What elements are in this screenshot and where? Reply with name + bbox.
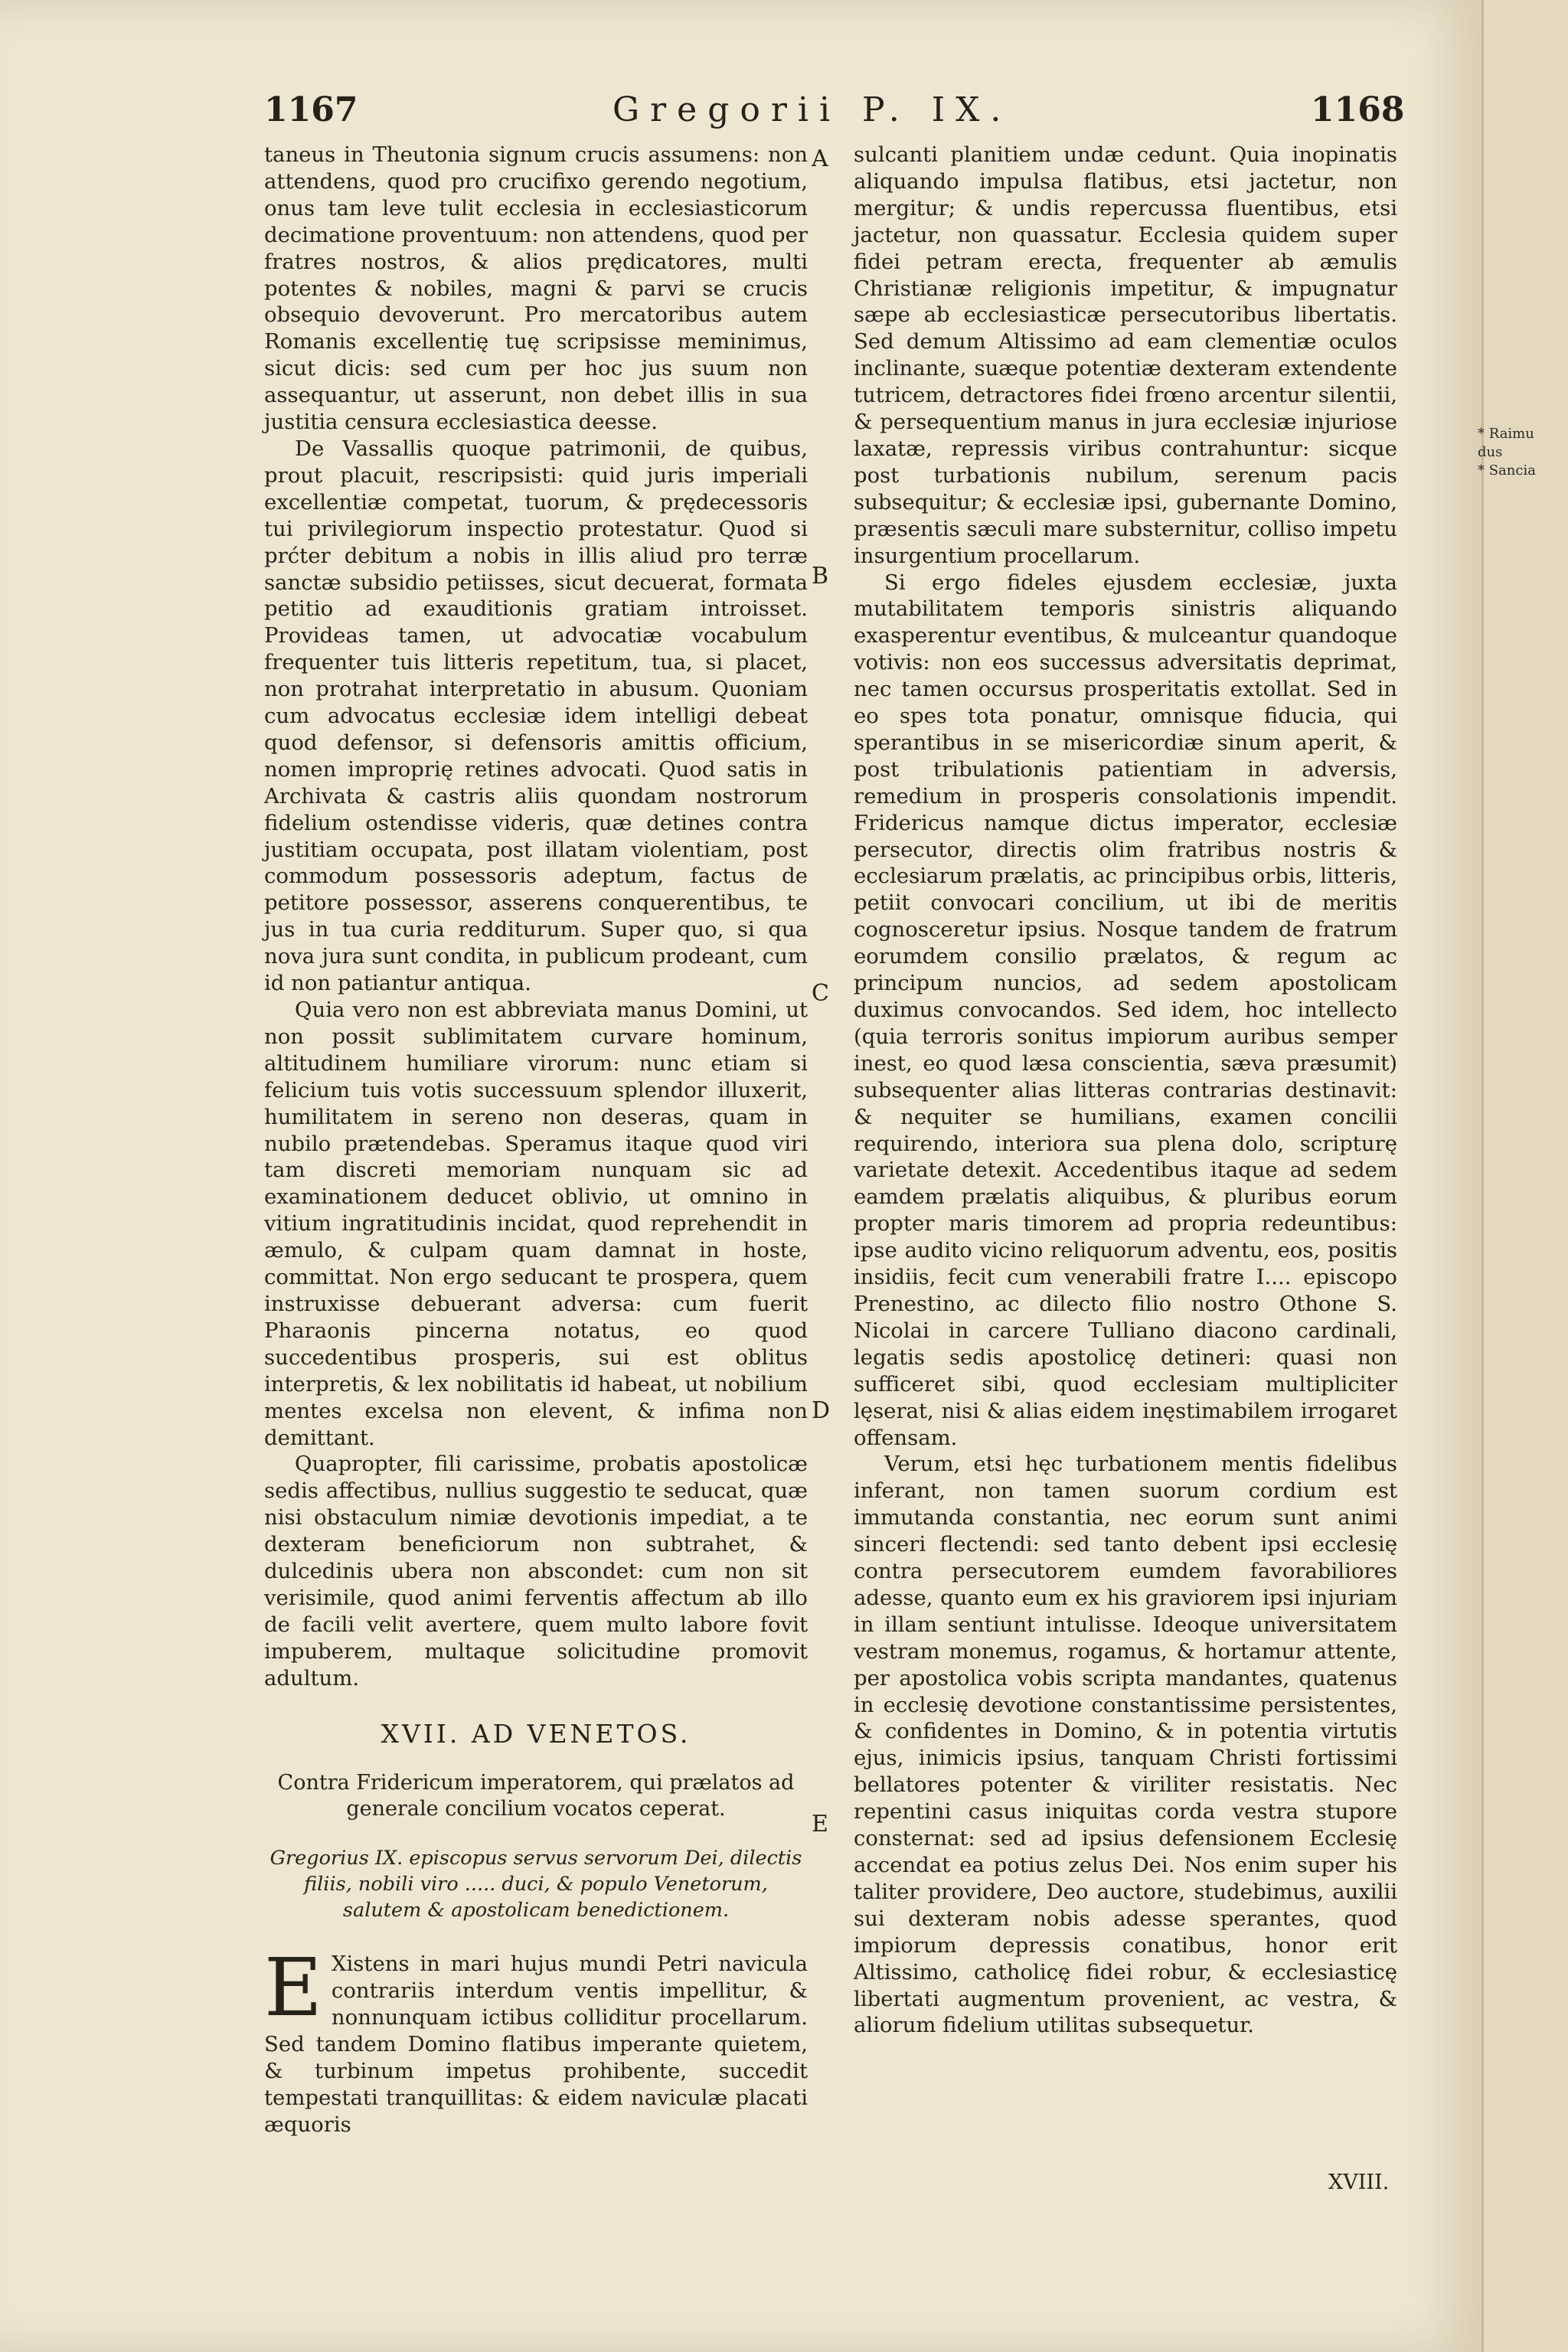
paragraph: De Vassallis quoque patrimonii, de quibus, prout placuit, rescripsisti: quid juris imperiali excellentiæ competat, tuorum, & prędecessoris tui privilegiorum inspectio protestatur. Quod si prćter debitum a nobis in illis aliud pro terræ sanctæ subsidio petiisses, sicut decuerat, formata petitio ad exauditionis gratiam introisset. Provideas tamen, ut advocatiæ vocabulum frequenter tuis litteris repetitum, tua, si placet, non protrahat interpretatio in abusum. Quoniam cum advocatus ecclesiæ idem intelligi debeat quod defensor, si defensoris amittis officium, nomen improprię retines advocati. Quod satis in Archivata & castris aliis quondam nostrorum fidelium ostendisse videris, quæ detines contra justitiam occupata, post illatam violentiam, post commodum possessoris adeptum, factus de petitore possessor, asserens conquerentibus, te jus in tua curia redditurum. Super quo, si qua nova jura sunt condita, in publicum prodeant, cum id non patiantur antiqua.	[264, 436, 808, 996]
margin-letter-e: E	[812, 1811, 828, 1838]
letter-heading: XVII. AD VENETOS.	[381, 1718, 691, 1749]
side-note-line: dus	[1478, 444, 1503, 460]
letter-summary: Contra Fridericum imperatorem, qui prælatos ad generale concilium vocatos ceperat.	[277, 1771, 795, 1821]
left-column	[264, 142, 808, 2138]
paragraph: Verum, etsi hęc turbationem mentis fidelibus inferant, non tamen suorum cordium est immutanda constantia, nec eorum sunt animi sinceri flectendi: sed tanto debent ipsi ecclesię contra persecutorem eumdem favorabiliores adesse, quanto eum ex his graviorem ipsi injuriam in illam sentiunt intulisse. Ideoque universitatem vestram monemus, rogamus, & hortamur attente, per apostolica vobis scripta mandantes, quatenus in ecclesię devotione constantissime persistentes, & confidentes in Domino, & in potentia virtutis ejus, inimicis ipsius, tanquam Christi fortissimi bellatores potenter & viriliter resistatis. Nec repentini casus iniquitas corda vestra stupore consternat: sed ad ipsius defensionem Ecclesię accendat ea potius zelus Dei. Nos enim super his taliter providere, Deo auctore, studebimus, auxilii sui dexteram nobis adesse sperantes, quod impiorum depressis conatibus, honor erit Altissimo, catholicę fidei robur, & ecclesiasticę libertati augmentum provenient, ac vestra, & aliorum fidelium utilitas subsequetur.	[854, 1452, 1397, 2038]
drop-cap: E	[264, 1941, 322, 2035]
page-number-left: 1167	[264, 90, 358, 129]
side-note-line: * Raimu	[1478, 426, 1534, 442]
running-header	[0, 90, 1481, 136]
opening-text: Xistens in mari hujus mundi Petri navicula contrariis interdum ventis impellitur, & nonnunquam ictibus colliditur procellarum. Sed tandem Domino flatibus imperante quietem, & turbinum impetus prohibente, succedit tempestati tranquillitas: & eidem naviculæ placati æquoris	[264, 1952, 808, 2137]
catchword: XVIII.	[1328, 2171, 1390, 2194]
margin-letter-c: C	[812, 980, 829, 1007]
paragraph: Quapropter, fili carissime, probatis apostolicæ sedis affectibus, nullius suggestio te seducat, quæ nisi obstaculum nimiæ devotionis impediat, a te dexteram beneficiorum non subtrahet, & dulcedinis ubera non abscondet: cum non sit verisimile, quod animi ferventis affectum ab illo de facili velit avertere, quem multo labore fovit impuberem, multaque solicitudine promovit adultum.	[264, 1452, 808, 1690]
side-note-line: * Sancia	[1478, 462, 1536, 479]
salutation: Gregorius IX. episcopus servus servorum Dei, dilectis filiis, nobili viro ..... duci, & populo Venetorum, salutem & apostolicam benedictionem.	[270, 1847, 802, 1922]
margin-letter-a: A	[812, 145, 828, 172]
right-column	[854, 142, 1397, 2039]
opening-paragraph	[264, 1941, 808, 2138]
next-page-edge	[1481, 0, 1568, 2352]
paragraph: Quia vero non est abbreviata manus Domini, ut non possit sublimitatem curvare hominum, altitudinem humiliare virorum: nunc etiam si felicium tuis votis successuum splendor illuxerit, humilitatem in sereno non deseras, quam in nubilo prætendebas. Speramus itaque quod viri tam discreti memoriam nunquam sic ad examinationem deducet oblivio, ut omnino in vitium ingratitudinis incidat, quod reprehendit in æmulo, & culpam quam damnat in hoste, committat. Non ergo seducant te prospera, quem instruxisse debuerant adversa: cum fuerit Pharaonis pincerna notatus, eo quod succedentibus prosperis, sui est oblitus interpretis, & lex nobilitatis id habeat, ut nobilium mentes excelsa non elevent, & infima non demittant.	[264, 998, 808, 1450]
margin-letter-b: B	[812, 563, 829, 590]
side-note	[1478, 425, 1568, 480]
paragraph: sulcanti planitiem undæ cedunt. Quia inopinatis aliquando impulsa flatibus, etsi jactetur, non mergitur; & undis repercussa fluentibus, etsi jactetur, non quassatur. Ecclesia quidem super fidei petram erecta, frequenter ab æmulis Christianæ religionis impetitur, & impugnatur sæpe ab ecclesiasticæ persecutoribus libertatis. Sed demum Altissimo ad eam clementiæ oculos inclinante, suæque potentiæ dexteram extendente tutricem, detractores fidei frœno arcentur silentii, & persequentium manus in jura ecclesiæ injuriose laxatæ, repressis viribus contrahuntur: sicque post turbationis nubilum, serenum pacis subsequitur; & ecclesiæ ipsi, gubernante Domino, præsentis sæculi mare substernitur, colliso impetu insurgentium procellarum.	[854, 142, 1397, 568]
paragraph: taneus in Theutonia signum crucis assumens: non attendens, quod pro crucifixo gerendo negotium, onus tam leve tulit ecclesia in ecclesiasticorum decimatione proventuum: non attendens, quod per fratres nostros, & alios prędicatores, multi potentes & nobiles, magni & parvi se crucis obsequio devoverunt. Pro mercatoribus autem Romanis excellentię tuę scripsisse meminimus, sicut dicis: sed cum per hoc jus suum non assequantur, ut asserunt, non debet illis in sua justitia censura ecclesiastica deesse.	[264, 142, 808, 435]
margin-letter-d: D	[812, 1397, 831, 1424]
paragraph: Si ergo fideles ejusdem ecclesiæ, juxta mutabilitatem temporis sinistris aliquando exasperentur eventibus, & mulceantur quandoque votivis: non eos successus adversitatis deprimat, nec tamen occursus prosperitatis extollat. Sed in eo spes tota ponatur, omnisque fiducia, qui sperantibus in se misericordiæ sinum aperit, & post tribulationis patientiam in adversis, remedium in prosperis consolationis impendit. Fridericus namque dictus imperator, ecclesiæ persecutor, directis olim fratribus nostris & ecclesiarum prælatis, ac principibus orbis, litteris, petiit convocari concilium, ut ibi de meritis cognosceretur ipsius. Nosque tandem de fratrum eorumdem consilio prælatos, & regum ac principum nuncios, ad sedem apostolicam duximus convocandos. Sed idem, hoc intellecto (quia terroris sonitus impiorum auribus semper inest, eo quod læsa conscientia, sæva præsumit) subsequenter alias litteras contrarias destinavit: & nequiter se humilians, examen concilii requirendo, interiora sua plena dolo, scripturę varietate detexit. Accedentibus itaque ad sedem eamdem prælatis aliquibus, & pluribus eorum propter maris timorem ad propria redeuntibus: ipse audito vicino reliquorum adventu, eos, positis insidiis, fecit cum venerabili fratre I.... episcopo Prenestino, ac dilecto filio nostro Othone S. Nicolai in carcere Tulliano diacono cardinali, legatis sedis apostolicę detineri: quasi non sufficeret sibi, quod ecclesiam multipliciter lęserat, nisi & alias eidem inęstimabilem irrogaret offensam.	[854, 570, 1397, 1450]
page-number-right: 1168	[1311, 90, 1405, 129]
running-title: Gregorii P. IX.	[612, 90, 1012, 129]
